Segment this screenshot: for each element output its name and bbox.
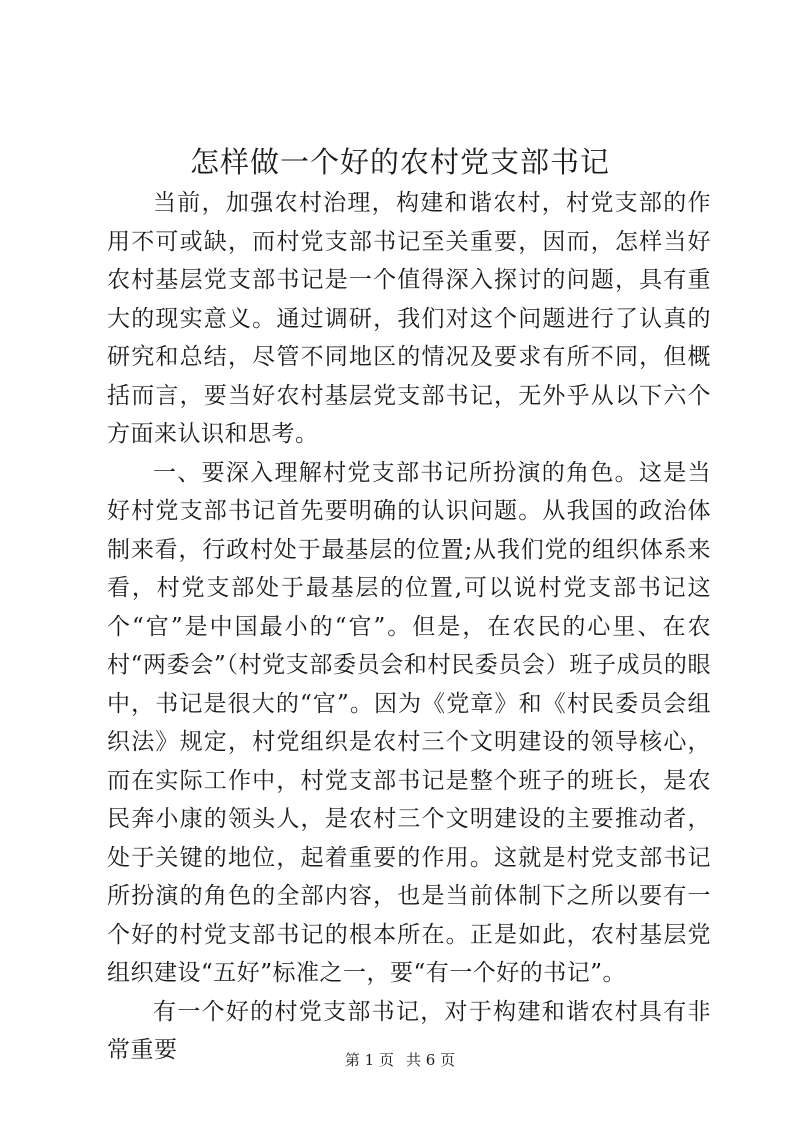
- page-total: 共 6 页: [406, 1051, 456, 1069]
- paragraph-intro: 当前，加强农村治理，构建和谐农村，村党支部的作用不可或缺，而村党支部书记至关重要，因而，怎样当好农村基层党支部书记是一个值得深入探讨的问题，具有重大的现实意义。通过调研，我们对这个问题进行了认真的研究和总结，尽管不同地区的情况及要求有所不同，但概括而言，要当好农村基层党支部书记，无外乎从以下六个方面来认识和思考。: [107, 190, 711, 447]
- document-title: 怎样做一个好的农村党支部书记: [189, 145, 610, 179]
- paragraph-section-one: 一、要深入理解村党支部书记所扮演的角色。这是当好村党支部书记首先要明确的认识问题。从我国的政治体制来看，行政村处于最基层的位置;从我们党的组织体系来看，村党支部处于最基层的位置,可以说村党支部书记这个“官”是中国最小的“官”。但是，在农民的心里、在农村“两委会”（村党支部委员会和村民委员会）班子成员的眼中，书记是很大的“官”。因为《党章》和《村民委员会组织法》规定，村党组织是农村三个文明建设的领导核心，而在实际工作中，村党支部书记是整个班子的班长，是农民奔小康的领头人，是农村三个文明建设的主要推动者，处于关键的地位，起着重要的作用。这就是村党支部书记所扮演的角色的全部内容，也是当前体制下之所以要有一个好的村党支部书记的根本所在。正是如此，农村基层党组织建设“五好”标准之一，要“有一个好的书记”。: [107, 459, 711, 986]
- paragraph-continuation: 有一个好的村党支部书记，对于构建和谐农村具有非常重要: [107, 998, 711, 1063]
- page-footer: [0, 1050, 800, 1070]
- document-body: [107, 184, 711, 1070]
- page-number: 第 1 页: [344, 1051, 394, 1069]
